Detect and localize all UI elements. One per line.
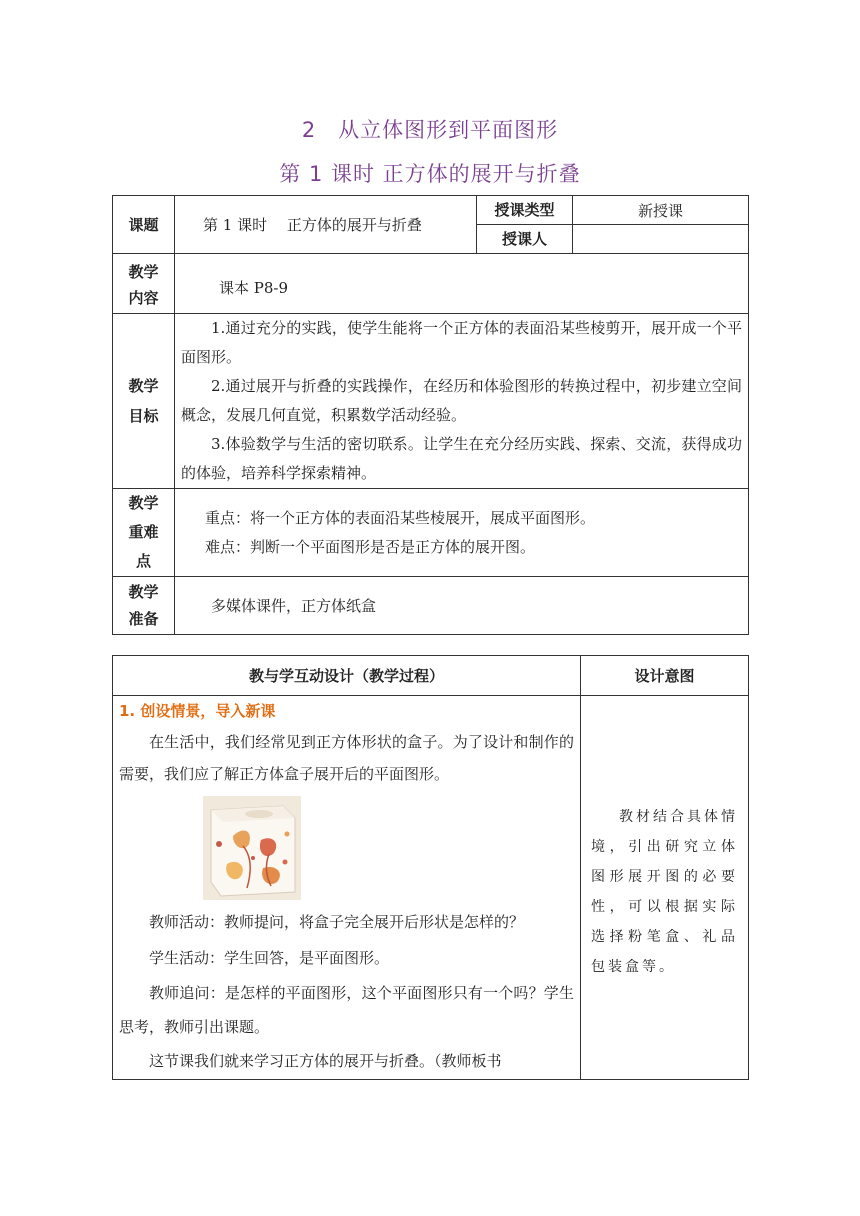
prep-label-text: 教学准备 xyxy=(128,582,159,628)
keypoints-label xyxy=(113,489,175,577)
process-paragraph: 在生活中，我们经常见到正方体形状的盒子。为了设计和制作的需要，我们应了解正方体盒子展开后的平面图形。 xyxy=(119,733,574,783)
teacher-value xyxy=(573,225,749,254)
goals-label xyxy=(113,314,175,489)
type-label: 授课类型 xyxy=(477,196,573,225)
lesson-info-table xyxy=(112,195,749,635)
topic-label: 课题 xyxy=(113,196,175,254)
goals-cell xyxy=(175,314,749,489)
keypoints-cell xyxy=(175,489,749,577)
goal-item: 2.通过展开与折叠的实践操作，在经历和体验图形的转换过程中，初步建立空间概念，发展几何直觉，积累数学活动经验。 xyxy=(181,377,742,424)
teacher-label: 授课人 xyxy=(477,225,573,254)
goal-item: 1.通过充分的实践，使学生能将一个正方体的表面沿某些棱剪开，展开成一个平面图形。 xyxy=(181,319,742,366)
content-label-text: 教学内容 xyxy=(128,262,159,307)
cube-box-photo xyxy=(203,796,301,900)
teaching-process-table xyxy=(112,655,749,1080)
keypoint-text: 重点：将一个正方体的表面沿某些棱展开，展成平面图形。 xyxy=(205,508,596,527)
process-cell xyxy=(113,696,581,1080)
section-title: 1. 创设情景，导入新课 xyxy=(119,702,276,720)
goal-item: 3.体验数学与生活的密切联系。让学生在充分经历实践、探索、交流，获得成功的体验，培养科学探索精神。 xyxy=(181,435,742,482)
difficulty-text: 难点：判断一个平面图形是否是正方体的展开图。 xyxy=(205,537,536,556)
prep-label xyxy=(113,577,175,635)
keypoints-label-text: 教学重难点 xyxy=(128,494,159,570)
type-value: 新授课 xyxy=(573,196,749,225)
lesson-title: 2 从立体图形到平面图形 xyxy=(301,118,559,142)
process-paragraph: 教师活动：教师提问，将盒子完全展开后形状是怎样的？ xyxy=(149,913,525,931)
process-header: 教与学互动设计（教学过程） xyxy=(113,656,581,696)
intent-text: 教材结合具体情境，引出研究立体图形展开图的必要性，可以根据实际选择粉笔盒、礼品包装盒等。 xyxy=(591,809,738,975)
intent-cell xyxy=(581,696,749,1080)
process-paragraph: 学生活动：学生回答，是平面图形。 xyxy=(149,949,390,967)
goals-label-text: 教学目标 xyxy=(128,377,159,425)
intent-header: 设计意图 xyxy=(581,656,749,696)
content-label xyxy=(113,254,175,314)
topic-value: 第 1 课时 正方体的展开与折叠 xyxy=(175,196,477,254)
lesson-subtitle: 第 1 课时 正方体的展开与折叠 xyxy=(279,162,581,186)
process-paragraph: 教师追问：是怎样的平面图形，这个平面图形只有一个吗？学生思考，教师引出课题。 xyxy=(119,984,574,1036)
content-value: 课本 P8-9 xyxy=(175,254,749,314)
prep-value: 多媒体课件，正方体纸盒 xyxy=(175,577,749,635)
process-paragraph: 这节课我们就来学习正方体的展开与折叠。（教师板书 xyxy=(149,1052,502,1070)
floral-pattern-icon xyxy=(203,796,301,900)
